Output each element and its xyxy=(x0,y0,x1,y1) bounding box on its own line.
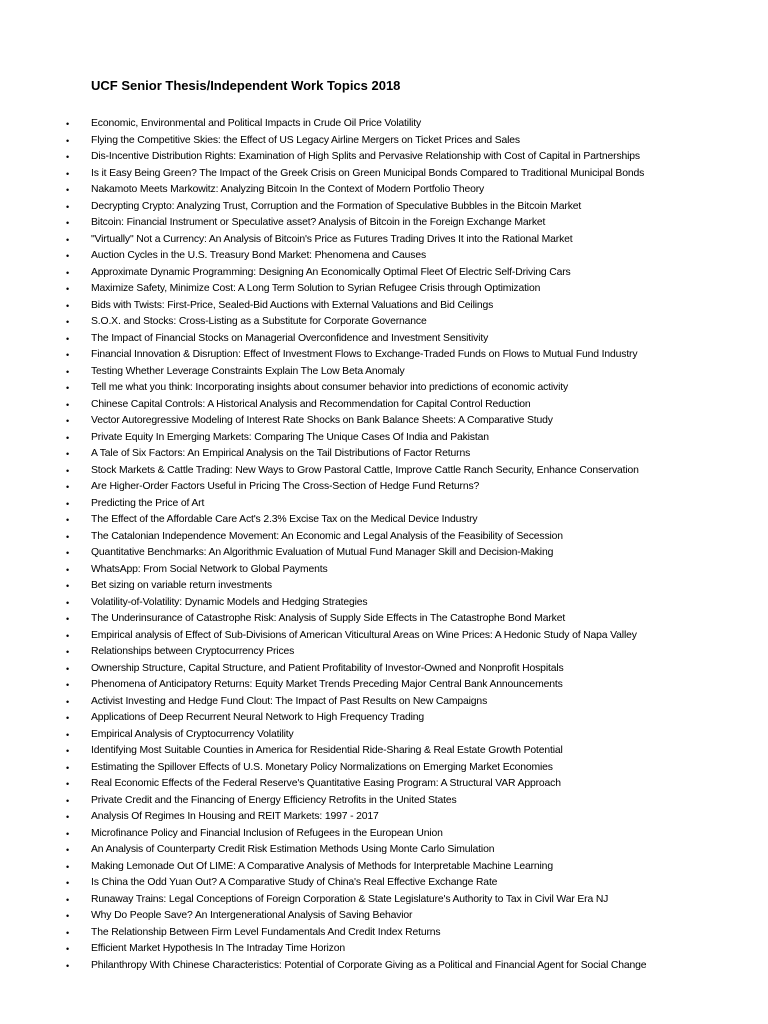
topic-title: Maximize Safety, Minimize Cost: A Long Term Solution to Syrian Refugee Crisis through Optimization xyxy=(91,283,541,294)
list-item xyxy=(0,380,768,397)
list-item xyxy=(0,545,768,562)
topic-title: An Analysis of Counterparty Credit Risk Estimation Methods Using Monte Carlo Simulation xyxy=(91,844,495,855)
bullet-icon: • xyxy=(66,894,70,905)
bullet-icon: • xyxy=(66,416,70,426)
list-item xyxy=(0,793,768,810)
topic-title: Bet sizing on variable return investments xyxy=(91,580,272,591)
topic-title: Private Equity In Emerging Markets: Comparing The Unique Cases Of India and Pakistan xyxy=(91,431,489,443)
bullet-icon: • xyxy=(66,911,70,921)
bullet-icon: • xyxy=(66,762,70,773)
topic-title: Tell me what you think: Incorporating insights about consumer behavior into predictions of economic activity xyxy=(91,382,569,393)
list-item xyxy=(0,248,768,265)
document-title: UCF Senior Thesis/Independent Work Topics 2018 xyxy=(91,78,401,93)
bullet-icon: • xyxy=(66,680,70,690)
list-item xyxy=(0,562,768,579)
bullet-icon: • xyxy=(66,366,70,377)
bullet-icon: • xyxy=(66,465,70,476)
list-item xyxy=(0,611,768,628)
list-item xyxy=(0,941,768,958)
bullet-icon: • xyxy=(66,960,70,971)
list-item xyxy=(0,908,768,925)
list-item xyxy=(0,760,768,777)
bullet-icon: • xyxy=(66,284,70,294)
list-item xyxy=(0,710,768,727)
bullet-icon: • xyxy=(66,861,70,872)
topic-title: Bitcoin: Financial Instrument or Speculative asset? Analysis of Bitcoin in the Foreign Exchange Market xyxy=(91,217,546,228)
list-item xyxy=(0,925,768,942)
list-item xyxy=(0,133,768,150)
bullet-icon: • xyxy=(66,614,70,624)
bullet-icon: • xyxy=(66,135,70,146)
topic-title: Testing Whether Leverage Constraints Explain The Low Beta Anomaly xyxy=(91,365,405,377)
list-item xyxy=(0,166,768,183)
list-item xyxy=(0,958,768,975)
bullet-icon: • xyxy=(66,383,70,393)
list-item xyxy=(0,364,768,381)
topic-title: Philanthropy With Chinese Characteristics: Potential of Corporate Giving as a Political and Financial Agent for Social Change xyxy=(91,959,647,971)
topic-title: Relationships between Cryptocurrency Prices xyxy=(91,646,295,657)
list-item xyxy=(0,347,768,364)
list-item xyxy=(0,281,768,298)
topic-title: The Relationship Between Firm Level Fundamentals And Credit Index Returns xyxy=(91,926,441,938)
topic-title: Financial Innovation & Disruption: Effect of Investment Flows to Exchange-Traded Funds on Flows to Mutual Fund Industry xyxy=(91,349,638,360)
topic-title: Chinese Capital Controls: A Historical Analysis and Recommendation for Capital Control Reduction xyxy=(91,398,531,410)
bullet-icon: • xyxy=(66,152,70,162)
bullet-icon: • xyxy=(66,432,70,443)
list-item xyxy=(0,397,768,414)
bullet-icon: • xyxy=(66,630,70,641)
topic-title: Economic, Environmental and Political Impacts in Crude Oil Price Volatility xyxy=(91,118,422,129)
list-item xyxy=(0,446,768,463)
list-item xyxy=(0,331,768,348)
list-item xyxy=(0,875,768,892)
bullet-icon: • xyxy=(66,564,70,575)
bullet-icon: • xyxy=(66,498,70,509)
list-item xyxy=(0,182,768,199)
list-item xyxy=(0,842,768,859)
bullet-icon: • xyxy=(66,482,70,492)
bullet-icon: • xyxy=(66,713,70,723)
topic-title: Phenomena of Anticipatory Returns: Equity Market Trends Preceding Major Central Bank Announcements xyxy=(91,679,563,690)
topic-title: Dis-Incentive Distribution Rights: Examination of High Splits and Pervasive Relationship with Cost of Capital in Partnerships xyxy=(91,151,640,162)
bullet-icon: • xyxy=(66,812,70,822)
list-item xyxy=(0,677,768,694)
list-item xyxy=(0,314,768,331)
topic-title: Analysis Of Regimes In Housing and REIT Markets: 1997 - 2017 xyxy=(91,811,379,822)
bullet-icon: • xyxy=(66,795,70,806)
bullet-icon: • xyxy=(66,878,70,888)
list-item xyxy=(0,265,768,282)
topic-title: Flying the Competitive Skies: the Effect of US Legacy Airline Mergers on Ticket Prices and Sales xyxy=(91,134,520,146)
list-item xyxy=(0,479,768,496)
topic-title: Identifying Most Suitable Counties in America for Residential Ride-Sharing & Real Estate Growth Potential xyxy=(91,745,563,756)
bullet-icon: • xyxy=(66,746,70,756)
topic-title: Is it Easy Being Green? The Impact of the Greek Crisis on Green Municipal Bonds Compared to Traditional Municipal Bonds xyxy=(91,167,645,179)
bullet-icon: • xyxy=(66,168,70,179)
topic-title: Real Economic Effects of the Federal Reserve's Quantitative Easing Program: A Structural VAR Approach xyxy=(91,778,561,789)
topic-title: S.O.X. and Stocks: Cross-Listing as a Substitute for Corporate Governance xyxy=(91,316,427,327)
list-item xyxy=(0,298,768,315)
topic-title: The Impact of Financial Stocks on Managerial Overconfidence and Investment Sensitivity xyxy=(91,332,489,344)
bullet-icon: • xyxy=(66,828,70,839)
bullet-icon: • xyxy=(66,317,70,327)
list-item xyxy=(0,595,768,612)
list-item xyxy=(0,413,768,430)
list-item xyxy=(0,149,768,166)
topic-title: Applications of Deep Recurrent Neural Network to High Frequency Trading xyxy=(91,712,424,723)
topic-title: Empirical Analysis of Cryptocurrency Volatility xyxy=(91,728,294,740)
topic-title: Why Do People Save? An Intergenerational Analysis of Saving Behavior xyxy=(91,910,413,921)
bullet-icon: • xyxy=(66,548,70,558)
list-item xyxy=(0,727,768,744)
bullet-icon: • xyxy=(66,185,70,195)
bullet-icon: • xyxy=(66,581,70,591)
topic-title: Ownership Structure, Capital Structure, and Patient Profitability of Investor-Owned and Nonprofit Hospitals xyxy=(91,662,564,674)
bullet-icon: • xyxy=(66,234,70,245)
topic-title: Quantitative Benchmarks: An Algorithmic Evaluation of Mutual Fund Manager Skill and Decision-Making xyxy=(91,547,554,558)
bullet-icon: • xyxy=(66,647,70,657)
list-item xyxy=(0,199,768,216)
list-item xyxy=(0,776,768,793)
bullet-icon: • xyxy=(66,350,70,360)
list-item xyxy=(0,430,768,447)
bullet-icon: • xyxy=(66,663,70,674)
list-item xyxy=(0,496,768,513)
list-item xyxy=(0,116,768,133)
topic-title: "Virtually" Not a Currency: An Analysis of Bitcoin's Price as Futures Trading Drives It into the Rational Market xyxy=(91,233,573,245)
topic-title: The Underinsurance of Catastrophe Risk: Analysis of Supply Side Effects in The Catastrophe Bond Market xyxy=(91,613,566,624)
bullet-icon: • xyxy=(66,218,70,228)
topic-title: Vector Autoregressive Modeling of Interest Rate Shocks on Bank Balance Sheets: A Comparative Study xyxy=(91,415,553,426)
list-item xyxy=(0,826,768,843)
bullet-icon: • xyxy=(66,449,70,459)
topic-title: Activist Investing and Hedge Fund Clout: The Impact of Past Results on New Campaigns xyxy=(91,695,488,707)
bullet-icon: • xyxy=(66,201,70,212)
topic-title: Are Higher-Order Factors Useful in Pricing The Cross-Section of Hedge Fund Returns? xyxy=(91,481,480,492)
bullet-icon: • xyxy=(66,729,70,740)
list-item xyxy=(0,661,768,678)
topic-title: Decrypting Crypto: Analyzing Trust, Corruption and the Formation of Speculative Bubbles in the Bitcoin Market xyxy=(91,200,582,212)
topic-title: Approximate Dynamic Programming: Designing An Economically Optimal Fleet Of Electric Self-Driving Cars xyxy=(91,266,571,278)
topic-title: Nakamoto Meets Markowitz: Analyzing Bitcoin In the Context of Modern Portfolio Theory xyxy=(91,184,485,195)
topic-title: The Effect of the Affordable Care Act's 2.3% Excise Tax on the Medical Device Industry xyxy=(91,514,478,525)
bullet-icon: • xyxy=(66,779,70,789)
list-item xyxy=(0,743,768,760)
topic-title: Making Lemonade Out Of LIME: A Comparative Analysis of Methods for Interpretable Machine Learning xyxy=(91,860,553,872)
topic-title: The Catalonian Independence Movement: An Economic and Legal Analysis of the Feasibility of Secession xyxy=(91,530,563,542)
list-item xyxy=(0,892,768,909)
bullet-icon: • xyxy=(66,251,70,261)
bullet-icon: • xyxy=(66,333,70,344)
bullet-icon: • xyxy=(66,300,70,311)
topic-title: Private Credit and the Financing of Energy Efficiency Retrofits in the United States xyxy=(91,794,457,806)
topic-title: Stock Markets & Cattle Trading: New Ways to Grow Pastoral Cattle, Improve Cattle Ranch Security, Enhance Conservation xyxy=(91,464,639,476)
bullet-icon: • xyxy=(66,927,70,938)
topic-list xyxy=(0,116,768,974)
list-item xyxy=(0,463,768,480)
list-item xyxy=(0,628,768,645)
topic-title: Auction Cycles in the U.S. Treasury Bond Market: Phenomena and Causes xyxy=(91,250,427,261)
bullet-icon: • xyxy=(66,597,70,608)
topic-title: Predicting the Price of Art xyxy=(91,497,205,509)
topic-title: WhatsApp: From Social Network to Global Payments xyxy=(91,563,328,575)
bullet-icon: • xyxy=(66,696,70,707)
list-item xyxy=(0,215,768,232)
topic-title: Efficient Market Hypothesis In The Intraday Time Horizon xyxy=(91,943,345,954)
list-item xyxy=(0,512,768,529)
topic-title: Is China the Odd Yuan Out? A Comparative Study of China's Real Effective Exchange Rate xyxy=(91,877,498,888)
topic-title: Microfinance Policy and Financial Inclusion of Refugees in the European Union xyxy=(91,827,443,839)
bullet-icon: • xyxy=(66,515,70,525)
bullet-icon: • xyxy=(66,267,70,278)
list-item xyxy=(0,809,768,826)
list-item xyxy=(0,529,768,546)
topic-title: Empirical analysis of Effect of Sub-Divisions of American Viticultural Areas on Wine Prices: A Hedonic Study of Napa Valley xyxy=(91,629,637,641)
list-item xyxy=(0,694,768,711)
list-item xyxy=(0,859,768,876)
bullet-icon: • xyxy=(66,531,70,542)
list-item xyxy=(0,232,768,249)
list-item xyxy=(0,578,768,595)
topic-title: Runaway Trains: Legal Conceptions of Foreign Corporation & State Legislature's Authority to Tax in Civil War Era NJ xyxy=(91,893,609,905)
bullet-icon: • xyxy=(66,399,70,410)
topic-title: Bids with Twists: First-Price, Sealed-Bid Auctions with External Valuations and Bid Ceilings xyxy=(91,299,494,311)
bullet-icon: • xyxy=(66,119,70,129)
list-item xyxy=(0,644,768,661)
topic-title: A Tale of Six Factors: An Empirical Analysis on the Tail Distributions of Factor Returns xyxy=(91,448,471,459)
bullet-icon: • xyxy=(66,845,70,855)
topic-title: Estimating the Spillover Effects of U.S. Monetary Policy Normalizations on Emerging Market Economies xyxy=(91,761,553,773)
bullet-icon: • xyxy=(66,944,70,954)
topic-title: Volatility-of-Volatility: Dynamic Models and Hedging Strategies xyxy=(91,596,368,608)
